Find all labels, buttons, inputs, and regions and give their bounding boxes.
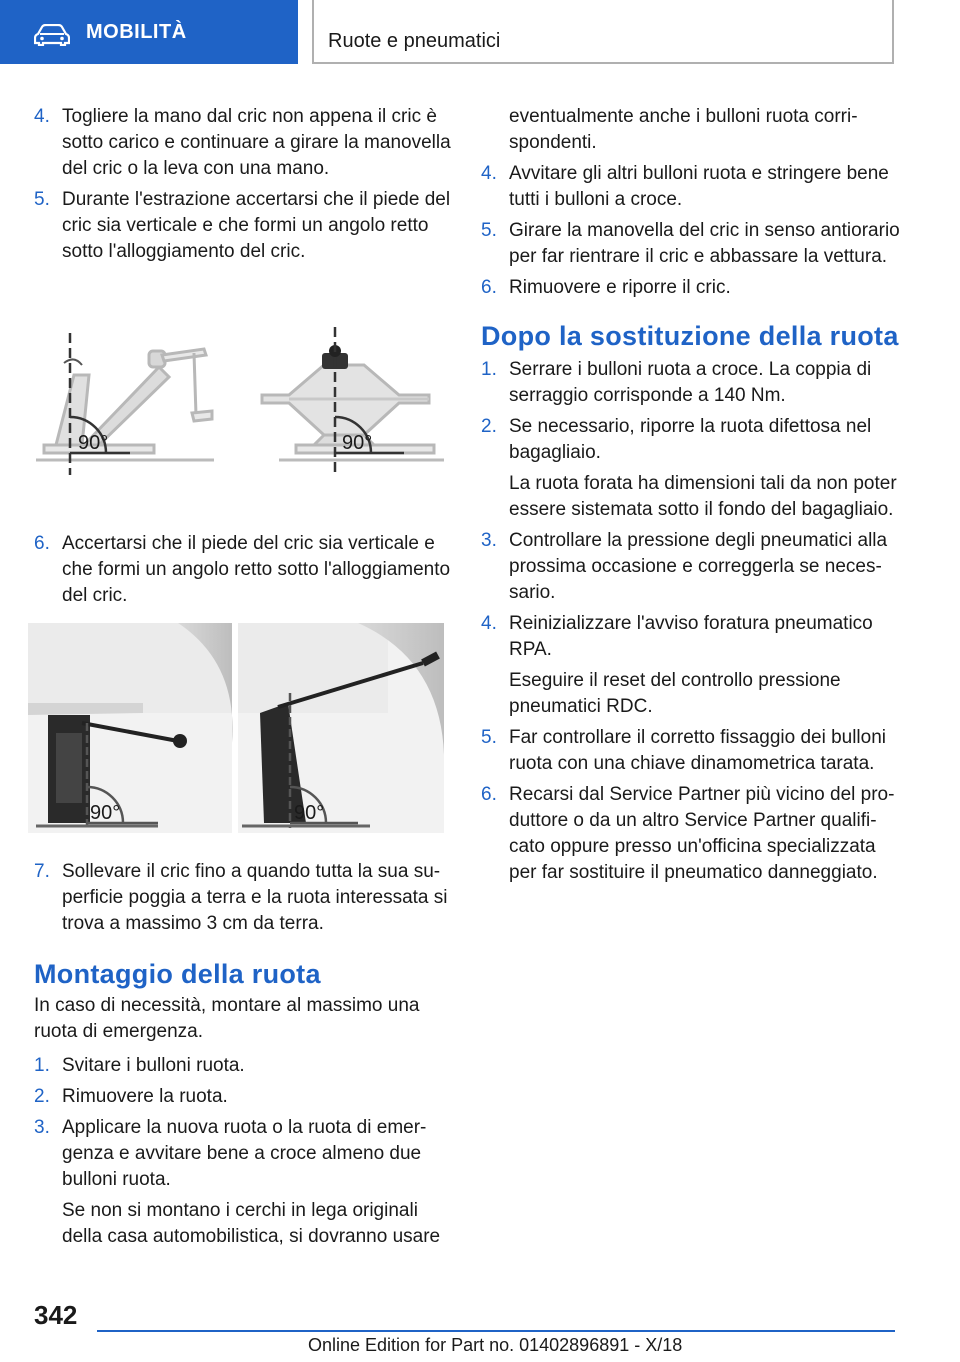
step-text: Recarsi dal Service Partner più vicino del produttore o da un altro Service Partner qualificato oppure presso un'officina specializzata per far sostituire il pneumatico danneggiato.	[509, 784, 895, 883]
step-number: 4.	[481, 613, 497, 634]
step-text: Controllare la pressione degli pneumatici alla prossima occasione e correggerla se necessario.	[509, 530, 888, 603]
step-2	[481, 414, 901, 466]
step-number: 6.	[34, 533, 50, 554]
step-number: 4.	[34, 106, 50, 127]
step-4	[34, 104, 454, 182]
jack-diagram-figure	[34, 325, 454, 485]
step-7	[34, 859, 454, 937]
jack-photo	[28, 623, 444, 833]
step-6	[34, 531, 454, 609]
step-text: Accertarsi che il piede del cric sia verticale e che formi un angolo retto sotto l'alloggiamento del cric.	[62, 533, 451, 606]
step-text: Durante l'estrazione accertarsi che il piede del cric sia verticale e che formi un angolo retto sotto l'alloggiamento del cric.	[62, 189, 451, 262]
step-2	[34, 1084, 454, 1110]
step-number: 7.	[34, 861, 50, 882]
footer-divider	[97, 1330, 895, 1332]
step-text: Se necessario, riporre la ruota difettosa nel bagagliaio.	[509, 416, 872, 463]
step-3-note: Se non si montano i cerchi in lega originali della casa automobilistica, si dovranno usare	[62, 1200, 441, 1247]
left-column	[34, 104, 454, 1255]
car-icon	[34, 24, 70, 46]
step-text: Svitare i bulloni ruota.	[62, 1055, 245, 1076]
angle-label: 90°	[294, 802, 325, 824]
step-6	[481, 782, 901, 886]
step-number: 3.	[481, 530, 497, 551]
jack-diagram	[34, 325, 454, 485]
step-4	[481, 611, 901, 663]
jack-photo-figure	[28, 623, 454, 833]
step-6	[481, 275, 901, 301]
step-5	[481, 218, 901, 270]
right-column	[481, 104, 901, 891]
step-text: Rimuovere e riporre il cric.	[509, 277, 731, 298]
section-heading-montaggio: Montaggio della ruota	[34, 959, 321, 989]
section-tab[interactable]	[0, 0, 298, 64]
step-number: 1.	[34, 1055, 50, 1076]
step-number: 5.	[481, 727, 497, 748]
step-4-note: Eseguire il reset del controllo pressione pneumatici RDC.	[509, 670, 841, 717]
step-text: Sollevare il cric fino a quando tutta la sua superficie poggia a terra e la ruota interessata si trova a massimo 3 cm da terra.	[62, 861, 448, 934]
step-number: 5.	[34, 189, 50, 210]
section-intro: In caso di necessità, montare al massimo una ruota di emergenza.	[34, 995, 420, 1042]
step-number: 4.	[481, 163, 497, 184]
step-3	[481, 528, 901, 606]
section-heading-dopo: Dopo la sostituzione della ruota	[481, 321, 899, 351]
step-1	[481, 357, 901, 409]
step-number: 6.	[481, 277, 497, 298]
step-text: Far controllare il corretto fissaggio dei bulloni ruota con una chiave dinamometrica tarata.	[509, 727, 887, 774]
step-number: 2.	[34, 1086, 50, 1107]
step-number: 2.	[481, 416, 497, 437]
step-text: Reinizializzare l'avviso foratura pneumatico RPA.	[509, 613, 873, 660]
step-number: 6.	[481, 784, 497, 805]
step-5	[34, 187, 454, 265]
step-number: 5.	[481, 220, 497, 241]
continued-text: eventualmente anche i bulloni ruota corrispondenti.	[509, 106, 858, 153]
step-text: Togliere la mano dal cric non appena il cric è sotto carico e continuare a girare la manovella del cric o la leva con una mano.	[62, 106, 451, 179]
step-3	[34, 1115, 454, 1193]
chapter-title: Ruote e pneumatici	[328, 30, 501, 52]
step-number: 3.	[34, 1117, 50, 1138]
step-text: Rimuovere la ruota.	[62, 1086, 228, 1107]
page-number: 342	[34, 1300, 78, 1330]
step-5	[481, 725, 901, 777]
step-4	[481, 161, 901, 213]
step-text: Girare la manovella del cric in senso antiorario per far rientrare il cric e abbassare la vettura.	[509, 220, 900, 267]
step-number: 1.	[481, 359, 497, 380]
step-text: Avvitare gli altri bulloni ruota e stringere bene tutti i bulloni a croce.	[509, 163, 889, 210]
chapter-header	[312, 0, 894, 64]
angle-label: 90°	[78, 432, 109, 454]
step-text: Serrare i bulloni ruota a croce. La coppia di serraggio corrisponde a 140 Nm.	[509, 359, 872, 406]
edition-text: Online Edition for Part no. 01402896891 - X/18	[308, 1335, 683, 1355]
step-text: Applicare la nuova ruota o la ruota di emergenza e avvitare bene a croce almeno due bulloni ruota.	[62, 1117, 427, 1190]
step-2-note: La ruota forata ha dimensioni tali da non poter essere sistemata sotto il fondo del bagagliaio.	[509, 473, 897, 520]
angle-label: 90°	[90, 802, 121, 824]
section-label: MOBILITÀ	[86, 21, 187, 43]
angle-label: 90°	[342, 432, 373, 454]
step-1	[34, 1053, 454, 1079]
